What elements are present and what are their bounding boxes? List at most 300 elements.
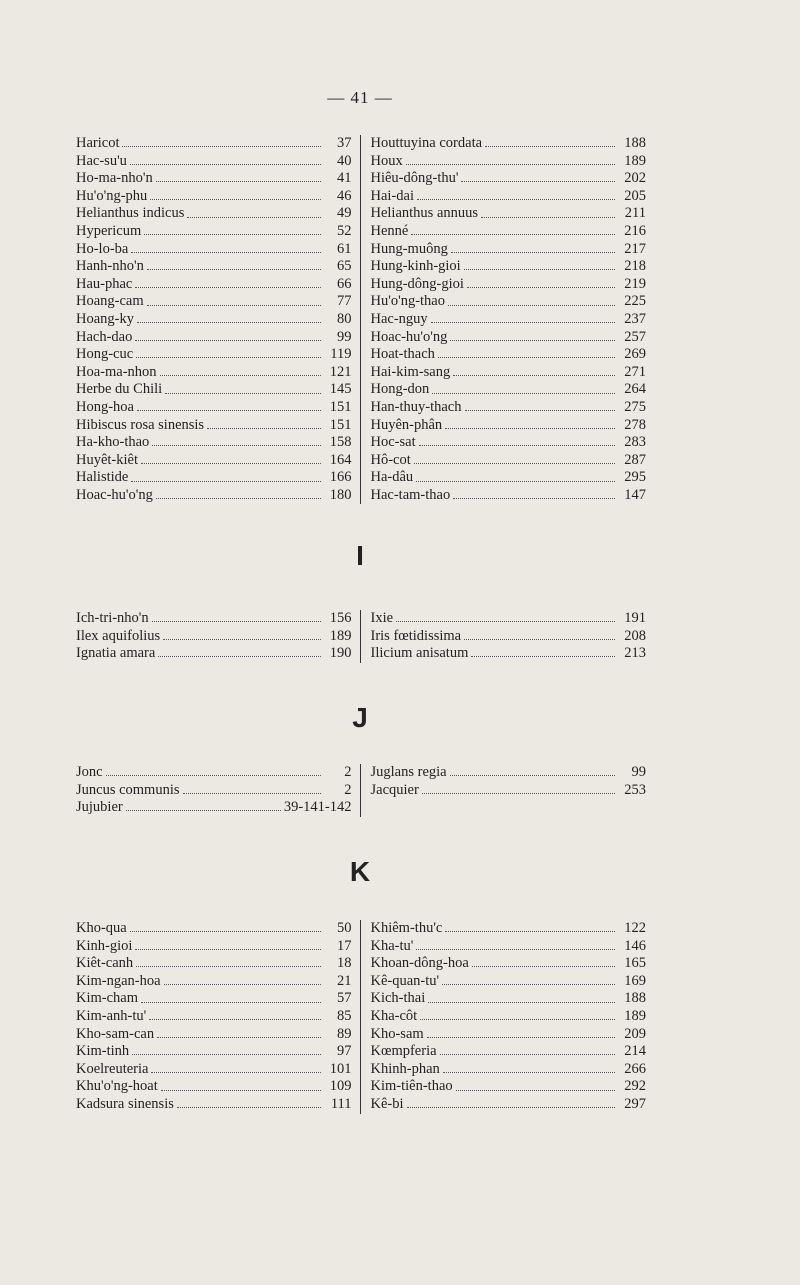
dot-leader (472, 966, 615, 967)
entry-page: 109 (329, 1078, 352, 1095)
dot-leader (406, 164, 615, 165)
dot-leader (448, 305, 615, 306)
index-entry (371, 205, 647, 223)
entry-page: 21 (337, 972, 352, 989)
entry-name: Kho-sam-can (76, 1025, 155, 1042)
entry-name: Khu'o'ng-hoat (76, 1078, 158, 1095)
index-entry (371, 434, 647, 452)
entry-name: Halistide (76, 469, 129, 486)
index-entry (76, 1043, 352, 1061)
entry-name: Ho-lo-ba (76, 240, 129, 257)
index-entry (76, 205, 352, 223)
entry-page: 101 (329, 1060, 352, 1077)
entry-name: Hac-su'u (76, 152, 127, 169)
entry-page: 205 (624, 187, 646, 204)
entry-name: Hong-don (370, 381, 430, 398)
index-entry (76, 645, 352, 663)
section-i (76, 610, 646, 663)
entry-page: 119 (330, 346, 352, 363)
dot-leader (465, 410, 616, 411)
entry-name: Kich-thai (370, 990, 426, 1007)
index-entry (371, 645, 647, 663)
index-entry (371, 610, 647, 628)
dot-leader (464, 269, 615, 270)
entry-page: 147 (624, 486, 646, 503)
entry-page: 77 (337, 293, 352, 310)
dot-leader (137, 322, 321, 323)
dot-leader (416, 949, 615, 950)
entry-name: Hoac-hu'o'ng (370, 328, 448, 345)
index-entry (76, 487, 352, 505)
index-entry (371, 188, 647, 206)
index-entry (76, 938, 352, 956)
index-entry (371, 364, 647, 382)
j-left-column (76, 764, 360, 817)
entry-name: Hoa-ma-nhon (76, 363, 157, 380)
entry-page: 264 (624, 381, 646, 398)
dot-leader (453, 498, 615, 499)
entry-name: Kim-anh-tu' (76, 1007, 147, 1024)
dot-leader (147, 269, 321, 270)
entry-page: 39-141-142 (283, 799, 352, 816)
dot-leader (420, 1019, 615, 1020)
entry-name: Hoc-sat (370, 434, 416, 451)
section-k (76, 920, 646, 1114)
entry-page: 166 (329, 469, 352, 486)
dot-leader (396, 621, 615, 622)
dot-leader (126, 810, 281, 811)
index-entry (371, 452, 647, 470)
entry-name: Ilex aquifolius (76, 627, 161, 644)
entry-name: Hypericum (76, 222, 142, 239)
entry-page: 191 (624, 610, 646, 626)
dot-leader (135, 287, 320, 288)
index-entry (371, 293, 647, 311)
entry-name: Houttuyina cordata (370, 135, 483, 151)
entry-name: Ignatia amara (76, 645, 156, 662)
entry-name: Juglans regia (370, 764, 447, 780)
dot-leader (187, 217, 320, 218)
entry-page: 237 (624, 310, 646, 327)
entry-name: Hiêu-dông-thu' (370, 170, 459, 187)
entry-name: Hu'o'ng-phu (76, 187, 148, 204)
index-entry (76, 276, 352, 294)
dot-leader (443, 1072, 615, 1073)
section-letter-j: J (352, 702, 368, 733)
entry-name: Hô-cot (370, 451, 411, 468)
dot-leader (150, 199, 320, 200)
entry-name: Hac-tam-thao (370, 486, 451, 503)
dot-leader (130, 164, 321, 165)
entry-page: 188 (624, 990, 646, 1007)
entry-name: Hai-dai (370, 187, 414, 204)
dot-leader (432, 393, 615, 394)
entry-page: 41 (337, 170, 352, 187)
entry-name: Ha-kho-thao (76, 434, 150, 451)
entry-name: Hoang-ky (76, 310, 134, 327)
index-entry (371, 153, 647, 171)
index-entry (371, 311, 647, 329)
index-entry (76, 170, 352, 188)
entry-page: 283 (624, 434, 646, 451)
entry-page: 225 (624, 293, 646, 310)
index-entry (371, 258, 647, 276)
index-entry (371, 782, 647, 800)
index-entry (76, 417, 352, 435)
index-entry (371, 920, 647, 938)
dot-leader (407, 1107, 615, 1108)
dot-leader (163, 639, 320, 640)
dot-leader (485, 146, 615, 147)
entry-page: 188 (624, 135, 646, 151)
dot-leader (164, 984, 321, 985)
entry-name: Helianthus annuus (370, 205, 479, 222)
entry-name: Kim-tinh (76, 1043, 130, 1060)
entry-page: 85 (337, 1007, 352, 1024)
index-entry (76, 399, 352, 417)
k-right-column (360, 920, 647, 1114)
index-entry (371, 1078, 647, 1096)
dot-leader (442, 984, 615, 985)
dot-leader (183, 793, 321, 794)
entry-page: 216 (624, 222, 646, 239)
page-number: — 41 — (327, 88, 393, 107)
dot-leader (471, 656, 615, 657)
index-entry (76, 223, 352, 241)
entry-name: Juncus communis (76, 781, 180, 798)
entry-name: Helianthus indicus (76, 205, 185, 222)
dot-leader (141, 1002, 320, 1003)
entry-page: 97 (337, 1043, 352, 1060)
dot-leader (450, 340, 615, 341)
entry-name: Kho-sam (370, 1025, 424, 1042)
index-entry (76, 329, 352, 347)
index-entry (371, 417, 647, 435)
dot-leader (419, 445, 615, 446)
dot-leader (147, 305, 321, 306)
i-left-column (76, 610, 360, 663)
entry-name: Han-thuy-thach (370, 398, 462, 415)
dot-leader (136, 966, 320, 967)
index-entry (76, 364, 352, 382)
entry-name: Hoang-cam (76, 293, 144, 310)
entry-page: 297 (624, 1095, 646, 1112)
entry-name: Herbe du Chili (76, 381, 163, 398)
dot-leader (158, 656, 320, 657)
dot-leader (160, 375, 321, 376)
index-entry (371, 1061, 647, 1079)
index-entry (76, 1096, 352, 1114)
entry-name: Kœmpferia (370, 1043, 437, 1060)
dot-leader (135, 340, 320, 341)
dot-leader (136, 357, 320, 358)
entry-name: Hau-phac (76, 275, 133, 292)
entry-page: 180 (329, 486, 352, 503)
entry-name: Kê-quan-tu' (370, 972, 440, 989)
index-entry (371, 399, 647, 417)
entry-page: 151 (329, 398, 352, 415)
entry-page: 292 (624, 1078, 646, 1095)
index-entry (371, 241, 647, 259)
entry-page: 122 (624, 920, 646, 936)
entry-page: 17 (337, 937, 352, 954)
entry-page: 209 (624, 1025, 646, 1042)
index-entry (76, 628, 352, 646)
entry-page: 52 (337, 222, 352, 239)
index-entry (76, 610, 352, 628)
entry-page: 190 (329, 645, 352, 662)
index-entry (76, 973, 352, 991)
entry-page: 50 (337, 920, 352, 936)
entry-name: Kim-cham (76, 990, 139, 1007)
index-entry (371, 955, 647, 973)
entry-page: 158 (329, 434, 352, 451)
index-entry (76, 153, 352, 171)
entry-page: 89 (337, 1025, 352, 1042)
entry-page: 295 (624, 469, 646, 486)
entry-page: 189 (624, 152, 646, 169)
entry-page: 202 (624, 170, 646, 187)
entry-page: 145 (329, 381, 352, 398)
entry-page: 65 (337, 258, 352, 275)
entry-name: Hung-muông (370, 240, 448, 257)
entry-name: Iris fœtidissima (370, 627, 462, 644)
section-letter-k: K (349, 856, 371, 887)
index-entry (76, 241, 352, 259)
dot-leader (422, 793, 615, 794)
entry-name: Kim-ngan-hoa (76, 972, 161, 989)
j-right-column (360, 764, 647, 817)
entry-page: 61 (337, 240, 352, 257)
entry-page: 121 (329, 363, 352, 380)
dot-leader (177, 1107, 321, 1108)
entry-page: 66 (337, 275, 352, 292)
index-entry (371, 1008, 647, 1026)
entry-page: 213 (624, 645, 646, 662)
entry-page: 49 (337, 205, 352, 222)
entry-page: 57 (337, 990, 352, 1007)
entry-name: Hibiscus rosa sinensis (76, 416, 205, 433)
index-entry (76, 434, 352, 452)
index-entry (371, 487, 647, 505)
entry-page: 99 (631, 764, 646, 780)
index-entry (76, 1061, 352, 1079)
k-left-column (76, 920, 360, 1114)
entry-name: Hong-cuc (76, 346, 134, 363)
index-entry (76, 135, 352, 153)
entry-page: 189 (329, 627, 352, 644)
entry-name: Hoat-thach (370, 346, 435, 363)
dot-leader (149, 1019, 320, 1020)
index-entry (371, 990, 647, 1008)
index-entry (371, 1043, 647, 1061)
dot-leader (135, 949, 320, 950)
entry-page: 253 (624, 781, 646, 798)
dot-leader (152, 445, 320, 446)
entry-page: 287 (624, 451, 646, 468)
dot-leader (440, 1054, 615, 1055)
entry-page: 111 (330, 1095, 352, 1112)
dot-leader (165, 393, 320, 394)
dot-leader (481, 217, 615, 218)
entry-name: Haricot (76, 135, 120, 151)
dot-leader (445, 428, 615, 429)
entry-page: 208 (624, 627, 646, 644)
index-entry (371, 170, 647, 188)
entry-name: Kho-qua (76, 920, 127, 936)
entry-page: 275 (624, 398, 646, 415)
entry-page: 80 (337, 310, 352, 327)
entry-name: Jonc (76, 764, 103, 780)
entry-name: Koelreuteria (76, 1060, 149, 1077)
dot-leader (137, 410, 321, 411)
index-entry (76, 381, 352, 399)
index-entry (371, 764, 647, 782)
index-entry (76, 188, 352, 206)
entry-page: 40 (337, 152, 352, 169)
h-left-column (76, 135, 360, 504)
dot-leader (141, 463, 320, 464)
entry-name: Kha-tu' (370, 937, 414, 954)
entry-name: Ilicium anisatum (370, 645, 469, 662)
entry-page: 164 (329, 451, 352, 468)
dot-leader (144, 234, 320, 235)
index-entry (76, 920, 352, 938)
entry-page: 165 (624, 955, 646, 972)
dot-leader (445, 931, 615, 932)
dot-leader (416, 481, 615, 482)
index-entry (371, 628, 647, 646)
entry-name: Hung-kinh-gioi (370, 258, 461, 275)
entry-name: Kê-bi (370, 1095, 404, 1112)
dot-leader (417, 199, 615, 200)
index-entry (76, 955, 352, 973)
entry-name: Kinh-gioi (76, 937, 133, 954)
index-entry (371, 938, 647, 956)
entry-page: 189 (624, 1007, 646, 1024)
dot-leader (453, 375, 615, 376)
entry-name: Hoac-hu'o'ng (76, 486, 153, 503)
h-right-column (360, 135, 647, 504)
entry-name: Hanh-nho'n (76, 258, 144, 275)
section-letter-i: I (356, 540, 364, 571)
entry-page: 271 (624, 363, 646, 380)
index-entry (371, 135, 647, 153)
entry-page: 217 (624, 240, 646, 257)
entry-name: Hai-kim-sang (370, 363, 451, 380)
entry-page: 37 (337, 135, 352, 151)
entry-page: 278 (624, 416, 646, 433)
dot-leader (156, 498, 321, 499)
dot-leader (450, 775, 615, 776)
index-entry (76, 1008, 352, 1026)
dot-leader (414, 463, 615, 464)
entry-page: 151 (329, 416, 352, 433)
entry-name: Ha-dâu (370, 469, 414, 486)
entry-name: Kadsura sinensis (76, 1095, 174, 1112)
index-entry (76, 311, 352, 329)
dot-leader (428, 1002, 615, 1003)
index-entry (76, 1026, 352, 1044)
entry-page: 266 (624, 1060, 646, 1077)
entry-page: 146 (624, 937, 646, 954)
entry-name: Khoan-dông-hoa (370, 955, 469, 972)
dot-leader (431, 322, 615, 323)
entry-page: 219 (624, 275, 646, 292)
index-entry (76, 452, 352, 470)
dot-leader (122, 146, 320, 147)
entry-name: Khinh-phan (370, 1060, 440, 1077)
entry-page: 211 (624, 205, 646, 222)
entry-name: Hong-hoa (76, 398, 134, 415)
index-entry (371, 381, 647, 399)
index-entry (76, 782, 352, 800)
index-entry (76, 990, 352, 1008)
entry-name: Khiêm-thu'c (370, 920, 443, 936)
entry-page: 2 (344, 764, 352, 780)
dot-leader (130, 931, 321, 932)
section-j (76, 764, 646, 817)
index-entry (371, 469, 647, 487)
dot-leader (156, 181, 321, 182)
index-entry (76, 764, 352, 782)
index-entry (76, 346, 352, 364)
entry-page: 46 (337, 187, 352, 204)
index-entry (371, 276, 647, 294)
dot-leader (438, 357, 615, 358)
entry-page: 156 (329, 610, 352, 626)
dot-leader (132, 1054, 320, 1055)
entry-name: Jujubier (76, 799, 123, 816)
entry-name: Huyên-phân (370, 416, 443, 433)
entry-page: 99 (337, 328, 352, 345)
dot-leader (461, 181, 615, 182)
index-entry (371, 223, 647, 241)
entry-page: 218 (624, 258, 646, 275)
entry-name: Ich-tri-nho'n (76, 610, 149, 626)
index-entry (371, 1026, 647, 1044)
index-entry (371, 346, 647, 364)
entry-page: 18 (337, 955, 352, 972)
entry-name: Houx (370, 152, 403, 169)
entry-name: Kha-côt (370, 1007, 418, 1024)
index-entry (371, 329, 647, 347)
dot-leader (427, 1037, 615, 1038)
dot-leader (411, 234, 615, 235)
dot-leader (131, 252, 320, 253)
dot-leader (467, 287, 615, 288)
entry-name: Hac-nguy (370, 310, 428, 327)
i-right-column (360, 610, 647, 663)
dot-leader (451, 252, 615, 253)
entry-name: Kim-tiên-thao (370, 1078, 453, 1095)
dot-leader (464, 639, 615, 640)
dot-leader (157, 1037, 320, 1038)
index-entry (76, 1078, 352, 1096)
entry-page: 214 (624, 1043, 646, 1060)
entry-name: Huyêt-kiêt (76, 451, 139, 468)
dot-leader (456, 1090, 615, 1091)
dot-leader (131, 481, 320, 482)
dot-leader (161, 1090, 321, 1091)
index-entry (76, 469, 352, 487)
entry-name: Henné (370, 222, 409, 239)
entry-page: 169 (624, 972, 646, 989)
index-entry (371, 1096, 647, 1114)
dot-leader (152, 621, 321, 622)
section-h (76, 135, 646, 504)
entry-name: Kiêt-canh (76, 955, 134, 972)
